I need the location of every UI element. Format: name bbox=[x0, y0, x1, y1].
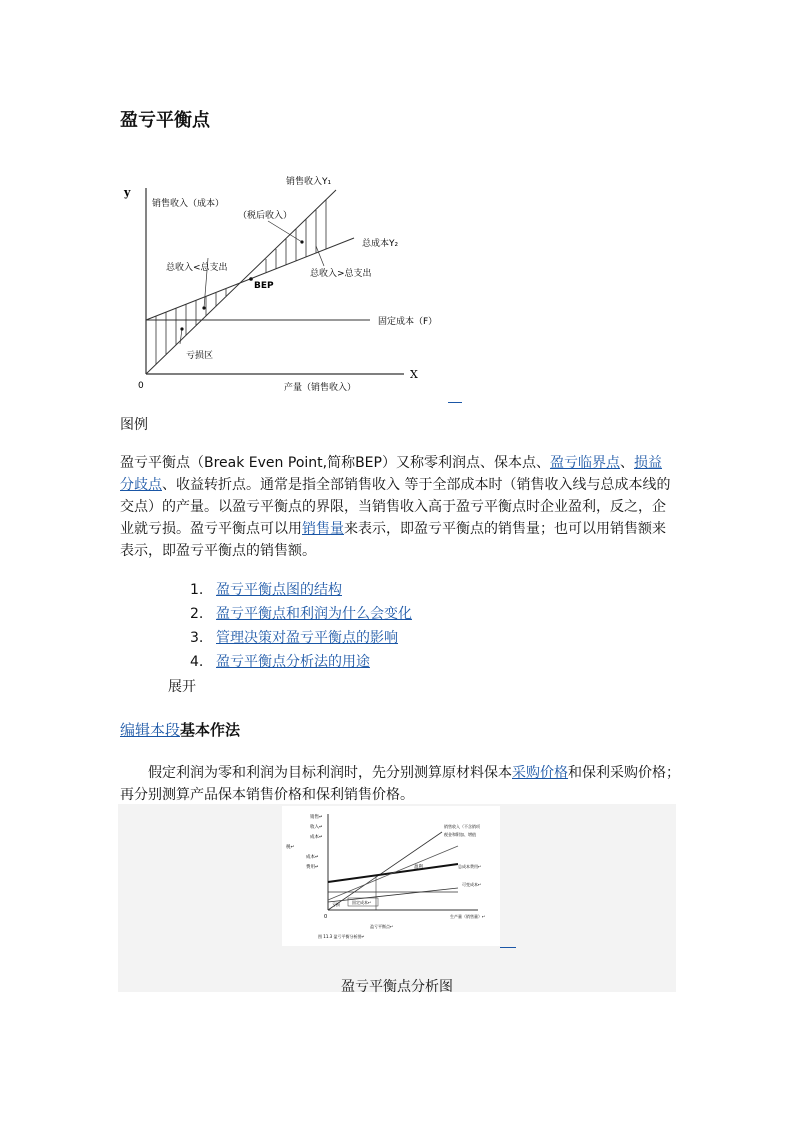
toc-number: 1. bbox=[190, 582, 204, 598]
output-label: 产量（销售收入） bbox=[284, 383, 357, 393]
method-paragraph bbox=[120, 762, 680, 806]
fig2-ylab5: 成本↵ bbox=[306, 855, 319, 860]
origin-label: 0 bbox=[138, 381, 144, 391]
toc-number: 2. bbox=[190, 606, 204, 622]
fig2-sales-line: 销售收入（不含销项 bbox=[444, 824, 480, 829]
sales-income-y1-label: 销售收入Y₁ bbox=[286, 177, 332, 187]
fig2-profit: 盈利 bbox=[414, 865, 423, 870]
fig2-ylab4: 税↵ bbox=[286, 845, 295, 850]
figure2-caption: 盈亏平衡点分析图 bbox=[341, 979, 453, 995]
section-heading bbox=[120, 719, 240, 740]
intro-text-1: 盈亏平衡点（Break Even Point,简称BEP）又称零利润点、保本点、 bbox=[120, 455, 550, 471]
method-text-2: 和保利采购价格；再分别测算产品保本销售价格和保利销售价格。 bbox=[120, 765, 680, 803]
loss-area-label: 亏损区 bbox=[186, 351, 214, 361]
fig2-x-label: 生产量（销售量）↵ bbox=[450, 914, 486, 919]
fig2-ylab1: 销售↵ bbox=[310, 815, 323, 820]
total-cost-y2-label: 总成本Y₂ bbox=[362, 239, 399, 249]
fig2-ylab2: 收入↵ bbox=[310, 825, 323, 830]
fixed-cost-label: 固定成本（F） bbox=[378, 317, 438, 327]
link-purchase-price[interactable]: 采购价格 bbox=[512, 765, 568, 781]
fig2-tax-line: 税金和附加、增值 bbox=[444, 832, 476, 837]
income-less-label: 总收入<总支出 bbox=[166, 263, 228, 273]
image-link[interactable] bbox=[500, 947, 516, 948]
bep-label: BEP bbox=[254, 281, 274, 291]
fig2-ylab3: 成本↵ bbox=[310, 835, 323, 840]
fig2-loss: 亏损 bbox=[332, 902, 340, 907]
page-title: 盈亏平衡点 bbox=[120, 110, 210, 131]
fig2-ylab6: 费用↵ bbox=[306, 865, 319, 870]
section-title: 基本作法 bbox=[180, 721, 241, 739]
income-more-label: 总收入>总支出 bbox=[310, 269, 372, 279]
x-axis-label: X bbox=[410, 368, 418, 381]
toc-link[interactable]: 管理决策对盈亏平衡点的影响 bbox=[216, 630, 398, 646]
break-even-analysis-chart bbox=[282, 806, 500, 946]
fig2-variable-cost: 可变成本↵ bbox=[462, 882, 482, 887]
sales-income-cost-label: 销售收入（成本） bbox=[152, 199, 225, 209]
break-even-chart bbox=[118, 166, 458, 402]
toc-item bbox=[190, 602, 412, 626]
link-sales-volume[interactable]: 销售量 bbox=[302, 521, 344, 537]
method-text-1: 假定利润为零和利润为目标利润时，先分别测算原材料保本 bbox=[148, 765, 512, 781]
intro-text-3: 、收益转折点。通常是指全部销售收入 等于全部成本时（销售收入线与总成本线的交点）的产量。以盈亏平衡点的界限，当销售收入高于盈亏平衡点时企业盈利，反之，企业就亏损。盈亏平衡点可以用 bbox=[120, 477, 671, 537]
edit-section-link[interactable]: 编辑本段 bbox=[120, 721, 181, 739]
expand-toggle[interactable]: 展开 bbox=[168, 679, 196, 695]
intro-paragraph bbox=[120, 452, 675, 562]
toc-number: 3. bbox=[190, 630, 204, 646]
link-breakeven-divergence[interactable]: 损益分歧点 bbox=[120, 455, 662, 493]
toc-item bbox=[190, 578, 412, 602]
image-link[interactable] bbox=[448, 402, 462, 403]
table-of-contents bbox=[190, 578, 412, 674]
toc-link[interactable]: 盈亏平衡点分析法的用途 bbox=[216, 654, 370, 670]
intro-text-4: 来表示，即盈亏平衡点的销售量；也可以用销售额来表示，即盈亏平衡点的销售额。 bbox=[120, 521, 666, 559]
y-axis-label: y bbox=[124, 186, 131, 199]
toc-link[interactable]: 盈亏平衡点和利润为什么会变化 bbox=[216, 606, 412, 622]
after-tax-income-label: （税后收入） bbox=[238, 211, 293, 221]
figure-caption: 图例 bbox=[120, 417, 148, 433]
toc-link[interactable]: 盈亏平衡点图的结构 bbox=[216, 582, 342, 598]
fig2-fixed-cost: 固定成本↵ bbox=[352, 900, 372, 905]
link-profit-critical-point[interactable]: 盈亏临界点 bbox=[549, 455, 620, 471]
toc-number: 4. bbox=[190, 654, 204, 670]
fig2-caption-inner: 图 11.3 盈亏平衡分析图↵ bbox=[318, 934, 365, 939]
toc-item bbox=[190, 650, 412, 674]
fig2-bep-x: 盈亏平衡点↵ bbox=[370, 924, 394, 929]
toc-item bbox=[190, 626, 412, 650]
fig2-total-cost: 总成本费用↵ bbox=[458, 864, 482, 869]
fig2-origin: 0 bbox=[324, 914, 328, 920]
intro-text-2: 、 bbox=[619, 455, 634, 471]
